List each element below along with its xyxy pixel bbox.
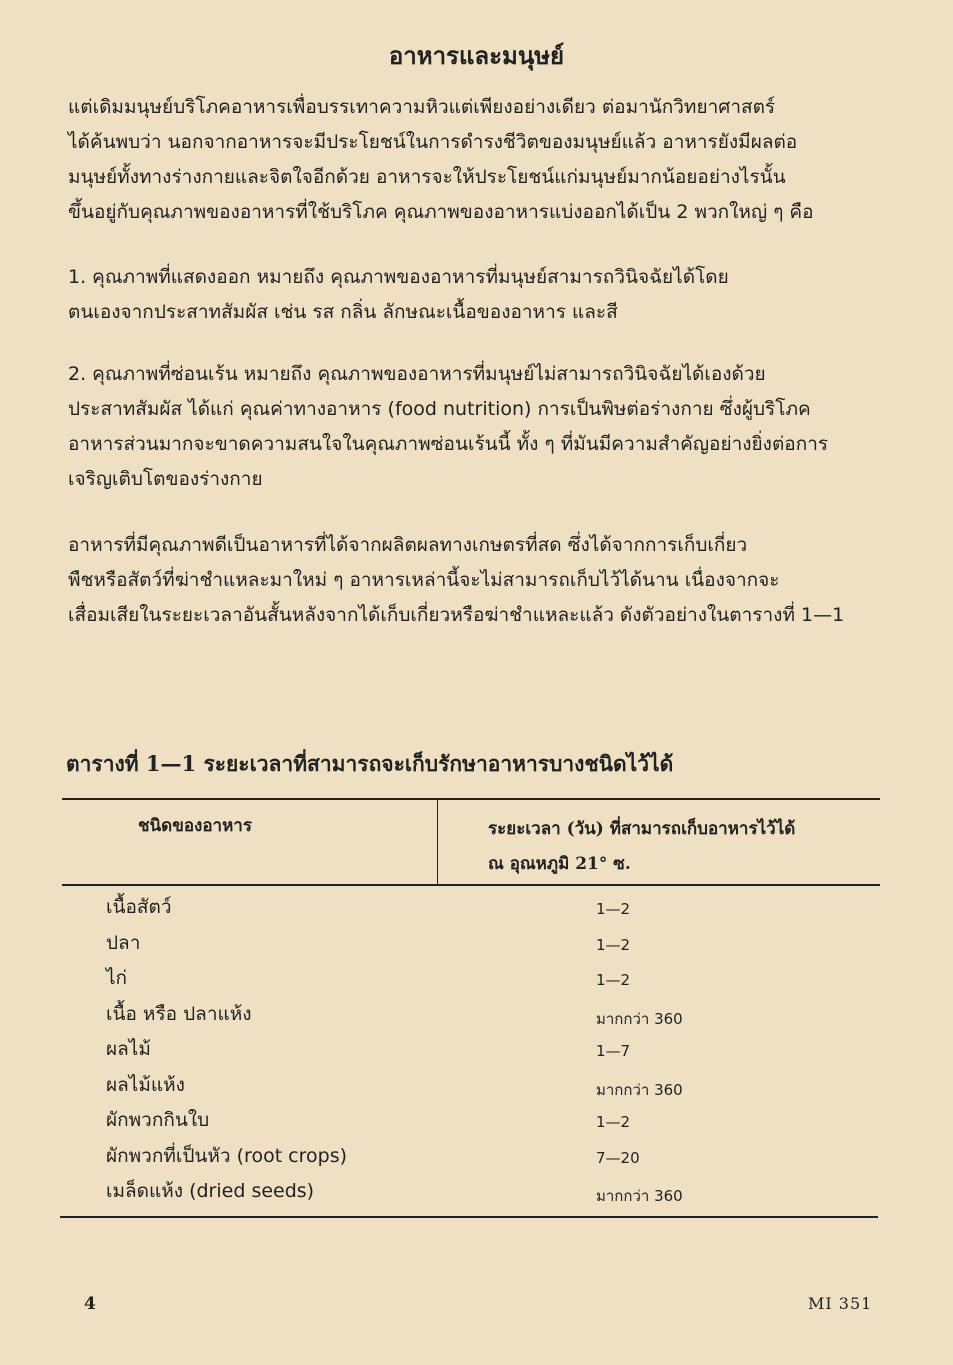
paragraph-line: 1. คุณภาพที่แสดงออก หมายถึง คุณภาพของอาหารที่มนุษย์สามารถวินิจฉัยได้โดย — [68, 266, 729, 288]
days-cell: 1—7 — [596, 1042, 631, 1060]
days-cell: 1—2 — [596, 971, 631, 989]
table-caption: ตารางที่ 1—1 ระยะเวลาที่สามารถจะเก็บรักษาอาหารบางชนิดไว้ได้ — [66, 751, 674, 776]
paragraph-line: ตนเองจากประสาทสัมผัส เช่น รส กลิ่น ลักษณะเนื้อของอาหาร และสี — [68, 301, 618, 323]
food-cell: ปลา — [106, 931, 141, 954]
table-header-food: ชนิดของอาหาร — [138, 816, 252, 836]
paragraph-line: พืชหรือสัตว์ที่ฆ่าชำแหละมาใหม่ ๆ อาหารเหล่านี้จะไม่สามารถเก็บไว้ได้นาน เนื่องจากจะ — [68, 569, 780, 591]
table-header-divider — [437, 798, 438, 886]
paragraph-line: มนุษย์ทั้งทางร่างกายและจิตใจอีกด้วย อาหารจะให้ประโยชน์แก่มนุษย์มากน้อยอย่างไรนั้น — [68, 166, 786, 188]
food-cell: ผลไม้ — [106, 1038, 151, 1060]
page-number: 4 — [84, 1294, 96, 1314]
table-row — [0, 1034, 953, 1070]
table-row — [0, 1141, 953, 1177]
food-cell: เนื้อ หรือ ปลาแห้ง — [106, 1002, 252, 1025]
paragraph-line: ได้ค้นพบว่า นอกจากอาหารจะมีประโยชน์ในการดำรงชีวิตของมนุษย์แล้ว อาหารยังมีผลต่อ — [68, 131, 798, 153]
table-top-rule — [62, 798, 880, 800]
table-header-rule — [62, 884, 880, 886]
paragraph-line: 2. คุณภาพที่ซ่อนเร้น หมายถึง คุณภาพของอาหารที่มนุษย์ไม่สามารถวินิจฉัยได้เองด้วย — [68, 363, 766, 385]
food-cell: เนื้อสัตว์ — [106, 896, 172, 918]
paragraph-expressed-quality — [68, 260, 883, 330]
table-row — [0, 1105, 953, 1141]
days-cell: มากกว่า 360 — [596, 1080, 683, 1099]
paragraph-fresh-food — [68, 528, 883, 633]
table-header-temperature: ณ อุณหภูมิ 21° ซ. — [488, 854, 631, 874]
course-code: MI 351 — [808, 1294, 873, 1313]
paragraph-line: อาหารส่วนมากจะขาดความสนใจในคุณภาพซ่อนเร้นนี้ ทั้ง ๆ ที่มันมีความสำคัญอย่างยิ่งต่อการ — [68, 433, 829, 455]
paragraph-line: อาหารที่มีคุณภาพดีเป็นอาหารที่ได้จากผลิตผลทางเกษตรที่สด ซึ่งได้จากการเก็บเกี่ยว — [68, 534, 748, 556]
days-cell: 1—2 — [596, 1113, 631, 1131]
food-cell: เมล็ดแห้ง (dried seeds) — [106, 1180, 315, 1202]
paragraph-line: ขึ้นอยู่กับคุณภาพของอาหารที่ใช้บริโภค คุณภาพของอาหารแบ่งออกได้เป็น 2 พวกใหญ่ ๆ คือ — [68, 201, 814, 223]
days-cell: มากกว่า 360 — [596, 1187, 683, 1205]
table-row — [0, 1070, 953, 1106]
days-cell: 1—2 — [596, 900, 631, 918]
days-cell: มากกว่า 360 — [596, 1009, 683, 1028]
page-title: อาหารและมนุษย์ — [388, 41, 565, 70]
food-cell: ผักพวกกินใบ — [106, 1109, 210, 1131]
paragraph-line: ประสาทสัมผัส ได้แก่ คุณค่าทางอาหาร (food nutrition) การเป็นพิษต่อร่างกาย ซึ่งผู้บริโภค — [68, 398, 811, 420]
paragraph-line: เสื่อมเสียในระยะเวลาอันสั้นหลังจากได้เก็บเกี่ยวหรือฆ่าชำแหละแล้ว ดังตัวอย่างในตารางที่ 1—1 — [68, 604, 845, 626]
paragraph-line: เจริญเติบโตของร่างกาย — [68, 468, 263, 490]
days-cell: 7—20 — [596, 1148, 640, 1167]
table-row — [0, 1176, 953, 1212]
paragraph-line: แต่เดิมมนุษย์บริโภคอาหารเพื่อบรรเทาความหิวแต่เพียงอย่างเดียว ต่อมานักวิทยาศาสตร์ — [68, 96, 776, 118]
days-cell: 1—2 — [596, 935, 631, 954]
food-cell: ผักพวกที่เป็นหัว (root crops) — [106, 1144, 348, 1167]
table-row — [0, 928, 953, 964]
table-row — [0, 892, 953, 928]
table-body — [0, 892, 953, 1212]
table-row — [0, 963, 953, 999]
table-header-duration: ระยะเวลา (วัน) ที่สามารถเก็บอาหารไว้ได้ — [488, 819, 796, 839]
table-bottom-rule — [60, 1216, 878, 1218]
table-row — [0, 999, 953, 1035]
paragraph-hidden-quality — [68, 357, 883, 497]
food-cell: ผลไม้แห้ง — [106, 1073, 185, 1096]
paragraph-intro — [68, 90, 883, 230]
food-cell: ไก่ — [106, 967, 128, 989]
